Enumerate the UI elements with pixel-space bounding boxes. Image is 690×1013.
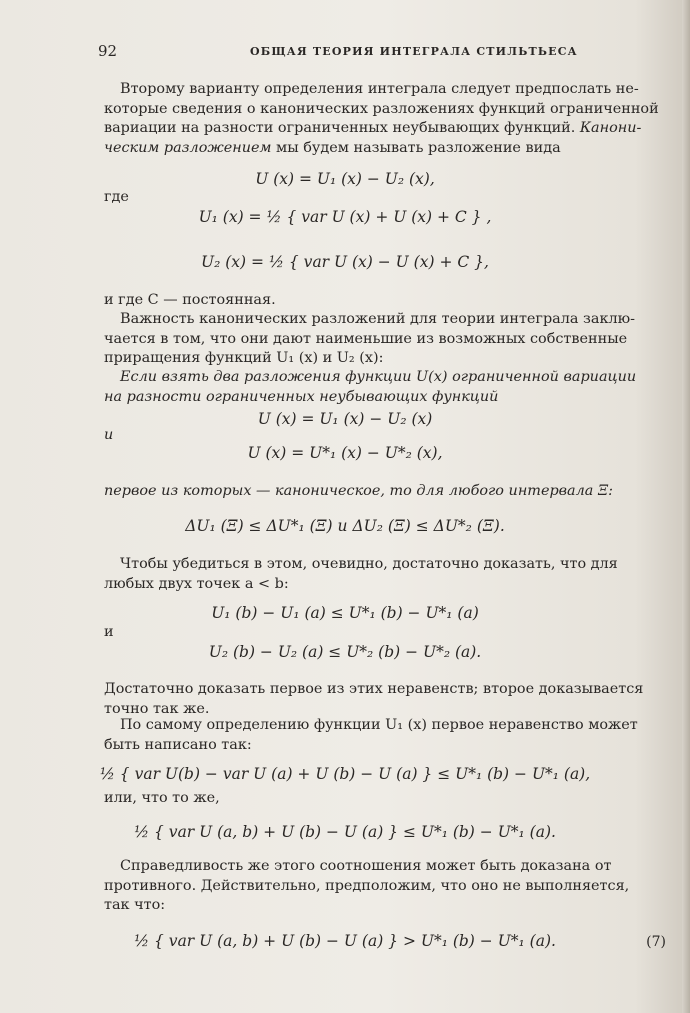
page-number: 92	[98, 42, 118, 60]
text-line: Достаточно доказать первое из этих неравенств; второе доказывается	[104, 681, 644, 697]
text-line: чается в том, что они дают наименьшие из возможных собственные	[104, 330, 628, 347]
fraction-half: ½	[99, 765, 115, 783]
fraction-half: ½	[134, 932, 150, 950]
text-line: вариации на разности ограниченных неубывающих функций. Канони-	[104, 120, 642, 136]
label-i: и	[104, 427, 114, 443]
italic-term: ческим разложением	[104, 139, 272, 156]
italic-term: Канони-	[579, 120, 642, 136]
text-line: Если взять два разложения функции U(x) ограниченной вариации	[120, 369, 637, 385]
equation-decomp-1: U (x) = U₁ (x) − U₂ (x)	[257, 410, 433, 428]
page-edge	[682, 0, 690, 1013]
text-line: ческим разложением мы будем называть разложение вида	[104, 139, 561, 156]
label-ili: или, что то же,	[104, 790, 220, 806]
paragraph-definition	[104, 716, 680, 755]
label-constant: и где C — постоянная.	[104, 292, 276, 308]
inequality-1: U₁ (b) − U₁ (a) ≤ U*₁ (b) − U*₁ (a)	[211, 604, 479, 622]
theorem-statement	[104, 368, 680, 407]
text-line: точно так же.	[104, 700, 210, 717]
inequality-expanded: ½ { var U(b) − var U (a) + U (b) − U (a) } ≤ U*₁ (b) − U*₁ (a),	[99, 765, 591, 783]
equation-increments: ΔU₁ (Ξ) ≤ ΔU*₁ (Ξ) и ΔU₂ (Ξ) ≤ ΔU*₂ (Ξ).	[185, 517, 505, 535]
page-header	[0, 42, 690, 66]
text-line: Важность канонических разложений для теории интеграла заклю-	[120, 311, 636, 327]
text-line: приращения функций U₁ (x) и U₂ (x):	[104, 350, 384, 366]
fraction-half: ½	[266, 208, 282, 226]
equation-u2: U₂ (x) = ½ { var U (x) − U (x) + C },	[201, 253, 489, 271]
text-line: Чтобы убедиться в этом, очевидно, достаточно доказать, что для	[120, 556, 618, 572]
inequality-2: U₂ (b) − U₂ (a) ≤ U*₂ (b) − U*₂ (a).	[208, 643, 482, 661]
text-line: Второму варианту определения интеграла следует предпослать не-	[120, 81, 639, 97]
label-i: и	[104, 624, 114, 640]
equation-u1: U₁ (x) = ½ { var U (x) + U (x) + C } ,	[198, 208, 492, 226]
text-line: любых двух точек a < b:	[104, 575, 289, 592]
fraction-half: ½	[268, 253, 284, 271]
inequality-equivalent: ½ { var U (a, b) + U (b) − U (a) } ≤ U*₁ (b) − U*₁ (a).	[134, 823, 556, 841]
paragraph-contradiction	[104, 857, 680, 916]
text-line: быть написано так:	[104, 736, 252, 753]
paragraph-proof-start	[104, 555, 680, 594]
paragraph-importance	[104, 310, 680, 369]
label-gde: где	[104, 189, 129, 205]
equation-number: (7)	[646, 934, 666, 950]
text-line: По самому определению функции U₁ (x) первое неравенство может	[120, 717, 638, 733]
theorem-continuation: первое из которых — каноническое, то для любого интервала Ξ:	[104, 483, 613, 499]
fraction-half: ½	[134, 823, 150, 841]
text-line: которые сведения о канонических разложениях функций ограниченной	[104, 100, 659, 117]
text-line: противного. Действительно, предположим, что оно не выполняется,	[104, 877, 630, 894]
paragraph-intro	[104, 80, 680, 158]
equation-decomposition: U (x) = U₁ (x) − U₂ (x),	[255, 170, 435, 188]
inequality-assumption: ½ { var U (a, b) + U (b) − U (a) } > U*₁ (b) − U*₁ (a).	[134, 932, 556, 950]
text-line: так что:	[104, 897, 166, 913]
paragraph-suffices	[104, 680, 680, 719]
running-title: ОБЩАЯ ТЕОРИЯ ИНТЕГРАЛА СТИЛЬТЬЕСА	[250, 45, 578, 58]
text-line: на разности ограниченных неубывающих функций	[104, 388, 499, 405]
equation-decomp-2: U (x) = U*₁ (x) − U*₂ (x),	[247, 444, 443, 462]
text-line: Справедливость же этого соотношения может быть доказана от	[120, 858, 612, 874]
